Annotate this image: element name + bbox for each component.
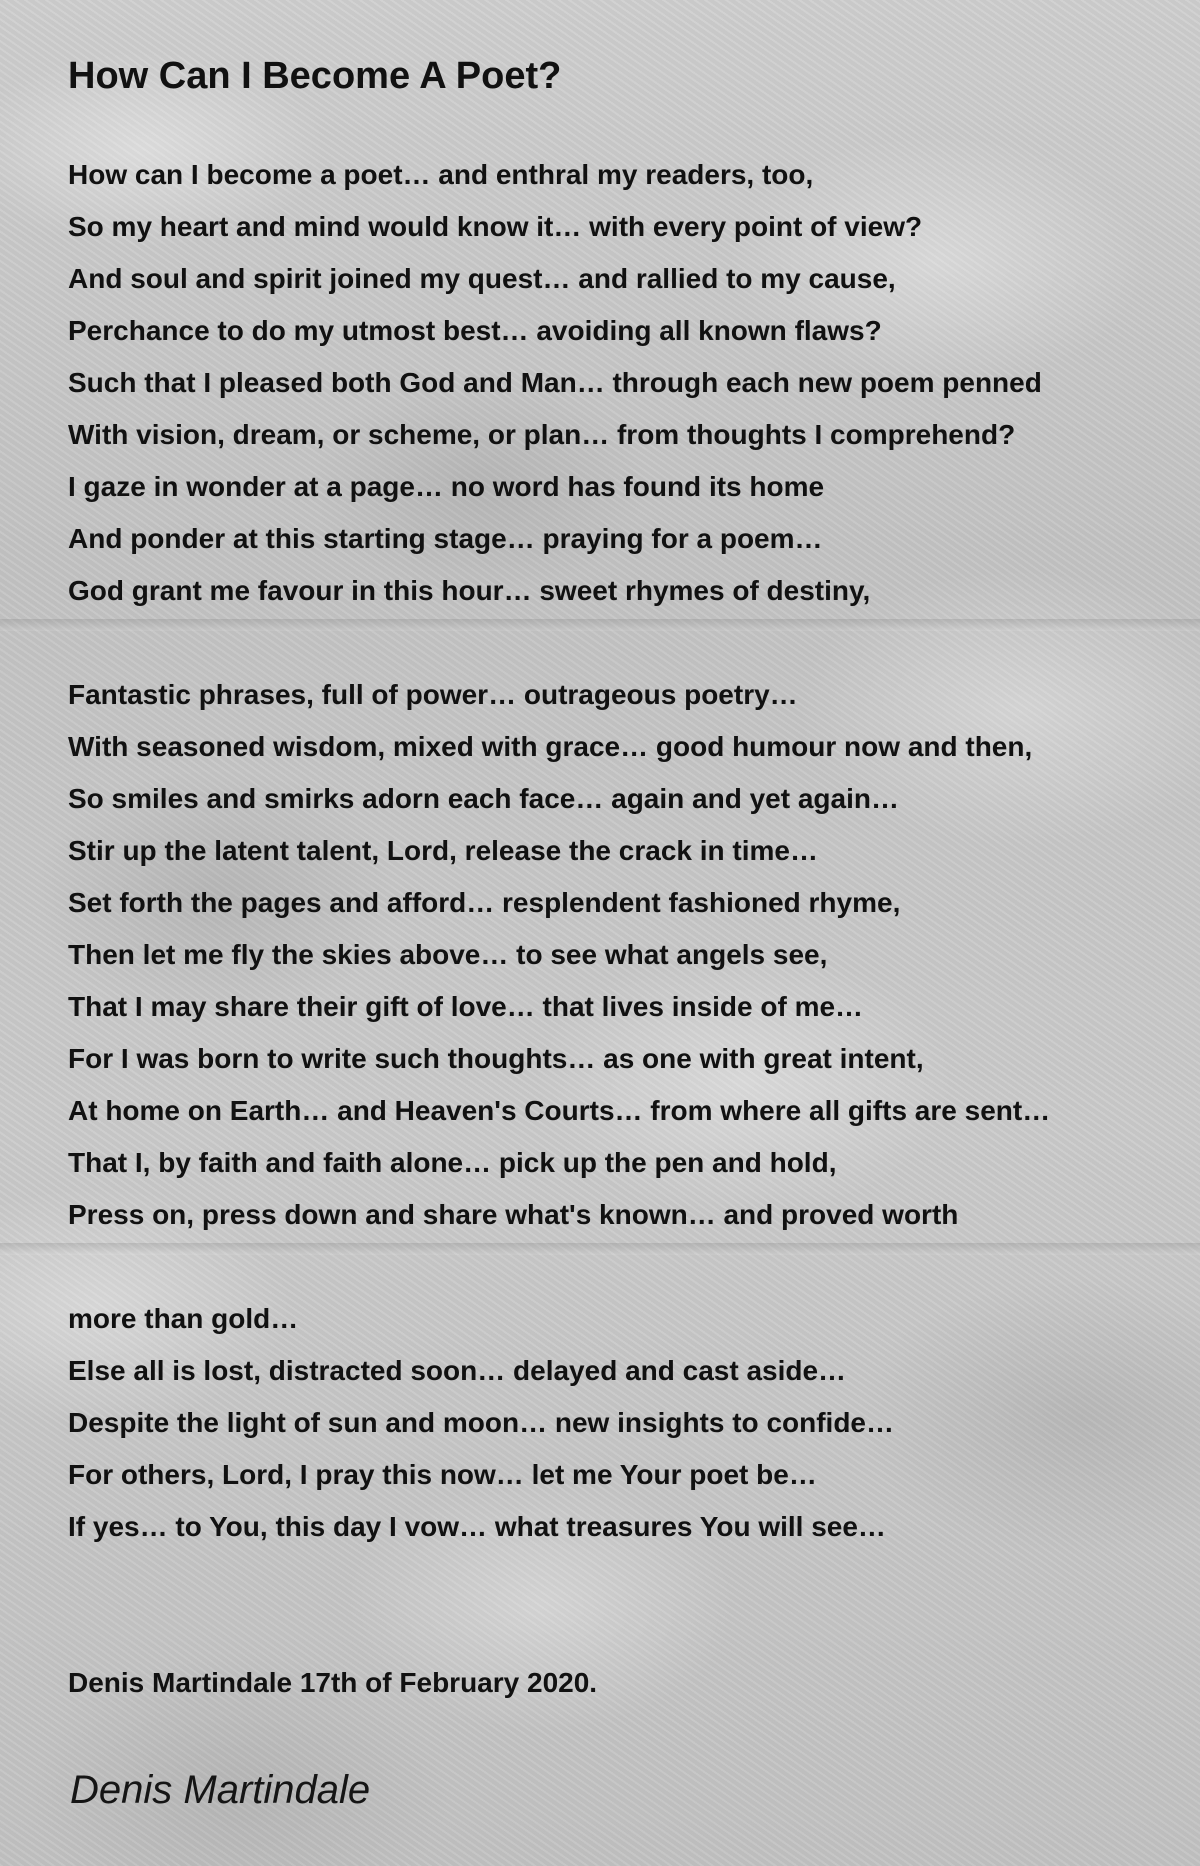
poem-line: At home on Earth… and Heaven's Courts… from where all gifts are sent… [68, 1095, 1051, 1126]
poem-line: For I was born to write such thoughts… as one with great intent, [68, 1043, 924, 1074]
background-band-lower [0, 1243, 1200, 1255]
stanza-3 [68, 1293, 894, 1553]
poem-line: With vision, dream, or scheme, or plan… from thoughts I comprehend? [68, 419, 1016, 450]
poem-line: Perchance to do my utmost best… avoiding all known flaws? [68, 315, 882, 346]
poem-line: How can I become a poet… and enthral my readers, too, [68, 159, 814, 190]
poem-line: Fantastic phrases, full of power… outrageous poetry… [68, 679, 798, 710]
poem-line: Set forth the pages and afford… resplendent fashioned rhyme, [68, 887, 901, 918]
poem-line: I gaze in wonder at a page… no word has found its home [68, 471, 825, 502]
poem-line: With seasoned wisdom, mixed with grace… good humour now and then, [68, 731, 1033, 762]
author-signature: Denis Martindale [70, 1768, 371, 1812]
poem-line: Else all is lost, distracted soon… delayed and cast aside… [68, 1355, 847, 1386]
poem-line: Then let me fly the skies above… to see what angels see, [68, 939, 828, 970]
poem-line: Press on, press down and share what's known… and proved worth [68, 1199, 959, 1230]
background-band-upper [0, 619, 1200, 631]
poem-line: So my heart and mind would know it… with every point of view? [68, 211, 923, 242]
poem-line: Despite the light of sun and moon… new insights to confide… [68, 1407, 894, 1438]
poem-line: God grant me favour in this hour… sweet rhymes of destiny, [68, 575, 871, 606]
poem-line: That I, by faith and faith alone… pick up the pen and hold, [68, 1147, 837, 1178]
poem-line: For others, Lord, I pray this now… let me Your poet be… [68, 1459, 817, 1490]
poem-line: And ponder at this starting stage… praying for a poem… [68, 523, 823, 554]
poem-title: How Can I Become A Poet? [68, 55, 562, 97]
poem-line: That I may share their gift of love… that lives inside of me… [68, 991, 864, 1022]
poem-line: If yes… to You, this day I vow… what treasures You will see… [68, 1511, 886, 1542]
stanza-2 [68, 669, 1050, 1241]
poem-line: Such that I pleased both God and Man… through each new poem penned [68, 367, 1042, 398]
poem-line: more than gold… [68, 1303, 299, 1334]
poem-line: Stir up the latent talent, Lord, release the crack in time… [68, 835, 818, 866]
stanza-1 [68, 149, 1042, 617]
poem-dateline: Denis Martindale 17th of February 2020. [68, 1667, 598, 1698]
poem-line: And soul and spirit joined my quest… and rallied to my cause, [68, 263, 896, 294]
poem-line: So smiles and smirks adorn each face… again and yet again… [68, 783, 899, 814]
